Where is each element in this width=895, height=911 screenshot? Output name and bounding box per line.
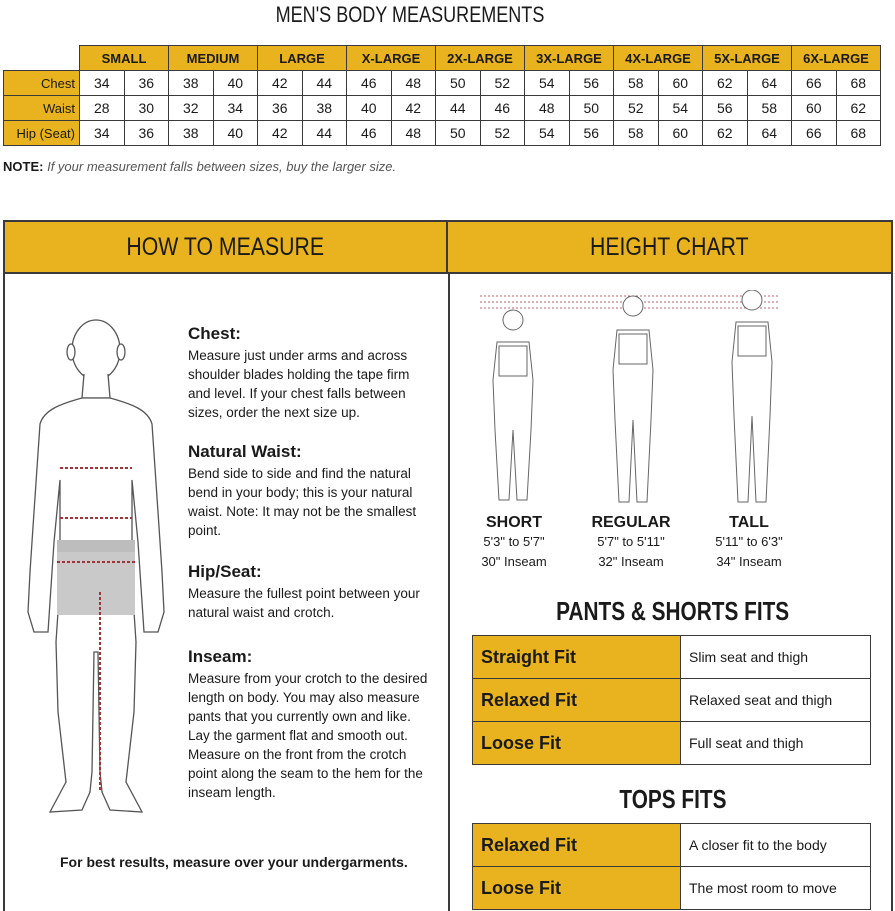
size-note	[3, 159, 396, 174]
table-cell: 30	[124, 96, 169, 121]
height-regular-name: REGULAR	[591, 514, 671, 531]
size-header-row	[4, 46, 881, 71]
row-label: Chest	[4, 71, 80, 96]
height-short-name: SHORT	[486, 514, 542, 531]
table-cell: 48	[391, 71, 436, 96]
height-tall	[694, 514, 804, 572]
measure-hip-title: Hip/Seat:	[188, 562, 262, 581]
table-cell: 52	[614, 96, 659, 121]
fit-desc: Slim seat and thigh	[681, 636, 871, 679]
table-cell: 64	[747, 121, 792, 146]
table-cell: 68	[836, 121, 881, 146]
fit-name: Loose Fit	[473, 867, 681, 910]
page-title: MEN'S BODY MEASUREMENTS	[275, 2, 545, 27]
table-row	[473, 824, 871, 867]
table-row-hip	[4, 121, 881, 146]
fit-desc: A closer fit to the body	[681, 824, 871, 867]
how-to-measure-title: HOW TO MEASURE	[126, 232, 325, 261]
size-table	[3, 45, 881, 146]
size-header: 2X-LARGE	[436, 46, 525, 71]
table-cell: 50	[569, 96, 614, 121]
table-cell: 46	[347, 121, 392, 146]
how-to-measure-header	[5, 222, 448, 274]
table-cell: 46	[480, 96, 525, 121]
table-cell: 62	[703, 71, 748, 96]
fit-name: Relaxed Fit	[473, 824, 681, 867]
table-cell: 60	[792, 96, 837, 121]
table-row	[473, 867, 871, 910]
table-cell: 50	[436, 121, 481, 146]
measure-waist-text: Bend side to side and find the natural bend in your body; this is your natural waist. Note: It may not be the smallest point.	[188, 466, 417, 538]
table-cell: 58	[614, 71, 659, 96]
measure-hip-text: Measure the fullest point between your natural waist and crotch.	[188, 586, 420, 620]
pants-fits-title	[450, 596, 895, 627]
table-cell: 58	[747, 96, 792, 121]
table-cell: 38	[169, 121, 214, 146]
table-cell: 34	[213, 96, 258, 121]
table-cell: 52	[480, 71, 525, 96]
table-row-chest	[4, 71, 881, 96]
tops-fits-table	[472, 823, 871, 910]
measure-chest-title: Chest:	[188, 324, 241, 343]
table-cell: 28	[80, 96, 125, 121]
fit-name: Straight Fit	[473, 636, 681, 679]
table-cell: 44	[302, 121, 347, 146]
size-header: SMALL	[80, 46, 169, 71]
table-cell: 40	[213, 71, 258, 96]
table-cell: 42	[258, 71, 303, 96]
table-row	[473, 636, 871, 679]
size-header: X-LARGE	[347, 46, 436, 71]
table-cell: 36	[124, 121, 169, 146]
table-cell: 38	[302, 96, 347, 121]
table-cell: 32	[169, 96, 214, 121]
table-cell: 38	[169, 71, 214, 96]
table-cell: 48	[525, 96, 570, 121]
table-cell: 56	[703, 96, 748, 121]
table-cell: 34	[80, 71, 125, 96]
measure-waist	[188, 442, 428, 540]
table-cell: 58	[614, 121, 659, 146]
height-tall-name: TALL	[729, 514, 769, 531]
row-label: Hip (Seat)	[4, 121, 80, 146]
tops-fits-title	[450, 784, 895, 815]
note-label: NOTE:	[3, 159, 44, 174]
table-cell: 56	[569, 71, 614, 96]
note-text: If your measurement falls between sizes, buy the larger size.	[47, 159, 397, 174]
fit-desc: The most room to move	[681, 867, 871, 910]
table-cell: 42	[391, 96, 436, 121]
height-regular-range: 5'7" to 5'11"	[597, 534, 665, 549]
size-header: 6X-LARGE	[792, 46, 881, 71]
table-cell: 44	[302, 71, 347, 96]
height-tall-inseam: 34" Inseam	[716, 554, 782, 569]
table-cell: 36	[124, 71, 169, 96]
body-measure-figure-icon	[20, 312, 170, 832]
height-chart-figures-icon	[475, 290, 785, 510]
table-cell: 52	[480, 121, 525, 146]
pants-fits-table	[472, 635, 871, 765]
guide-panel	[3, 220, 893, 911]
table-cell: 40	[347, 96, 392, 121]
table-cell: 54	[525, 121, 570, 146]
table-cell: 48	[391, 121, 436, 146]
height-chart-header	[448, 222, 891, 274]
size-header: 4X-LARGE	[614, 46, 703, 71]
measure-chest	[188, 324, 428, 422]
table-cell: 50	[436, 71, 481, 96]
table-row	[473, 722, 871, 765]
table-cell: 34	[80, 121, 125, 146]
height-regular	[576, 514, 686, 572]
measure-tip: For best results, measure over your undergarments.	[60, 854, 408, 870]
table-cell: 44	[436, 96, 481, 121]
fit-name: Loose Fit	[473, 722, 681, 765]
table-cell: 66	[792, 71, 837, 96]
measure-chest-text: Measure just under arms and across shoulder blades holding the tape firm and level. If your chest falls between sizes, order the next size up.	[188, 348, 410, 420]
table-cell: 62	[836, 96, 881, 121]
measure-waist-title: Natural Waist:	[188, 442, 302, 461]
fit-name: Relaxed Fit	[473, 679, 681, 722]
table-cell: 60	[658, 71, 703, 96]
table-cell: 60	[658, 121, 703, 146]
table-cell: 56	[569, 121, 614, 146]
size-header: LARGE	[258, 46, 347, 71]
table-cell: 66	[792, 121, 837, 146]
table-cell: 54	[525, 71, 570, 96]
row-label: Waist	[4, 96, 80, 121]
size-header: MEDIUM	[169, 46, 258, 71]
table-cell: 54	[658, 96, 703, 121]
table-cell: 62	[703, 121, 748, 146]
table-cell: 42	[258, 121, 303, 146]
table-cell: 64	[747, 71, 792, 96]
size-header: 5X-LARGE	[703, 46, 792, 71]
table-cell: 46	[347, 71, 392, 96]
height-short	[459, 514, 569, 572]
table-cell: 36	[258, 96, 303, 121]
table-row	[473, 679, 871, 722]
height-short-range: 5'3" to 5'7"	[483, 534, 545, 549]
table-row-waist	[4, 96, 881, 121]
measure-inseam-title: Inseam:	[188, 647, 253, 666]
measure-inseam	[188, 647, 428, 802]
height-regular-inseam: 32" Inseam	[598, 554, 664, 569]
height-tall-range: 5'11" to 6'3"	[715, 534, 783, 549]
table-cell: 68	[836, 71, 881, 96]
height-short-inseam: 30" Inseam	[481, 554, 547, 569]
fit-desc: Relaxed seat and thigh	[681, 679, 871, 722]
table-corner	[4, 46, 80, 71]
pants-fits-title-text: PANTS & SHORTS FITS	[555, 596, 790, 626]
height-chart-title: HEIGHT CHART	[590, 232, 749, 261]
measure-inseam-text: Measure from your crotch to the desired length on body. You may also measure pants that you currently own and like. Lay the garment flat and smooth out. Measure on the front from the crotch point along the seam to the hem for the inseam length.	[188, 671, 428, 800]
table-cell: 40	[213, 121, 258, 146]
measure-hip	[188, 562, 428, 622]
fit-desc: Full seat and thigh	[681, 722, 871, 765]
panel-divider	[448, 274, 450, 911]
tops-fits-title-text: TOPS FITS	[618, 784, 727, 814]
size-header: 3X-LARGE	[525, 46, 614, 71]
